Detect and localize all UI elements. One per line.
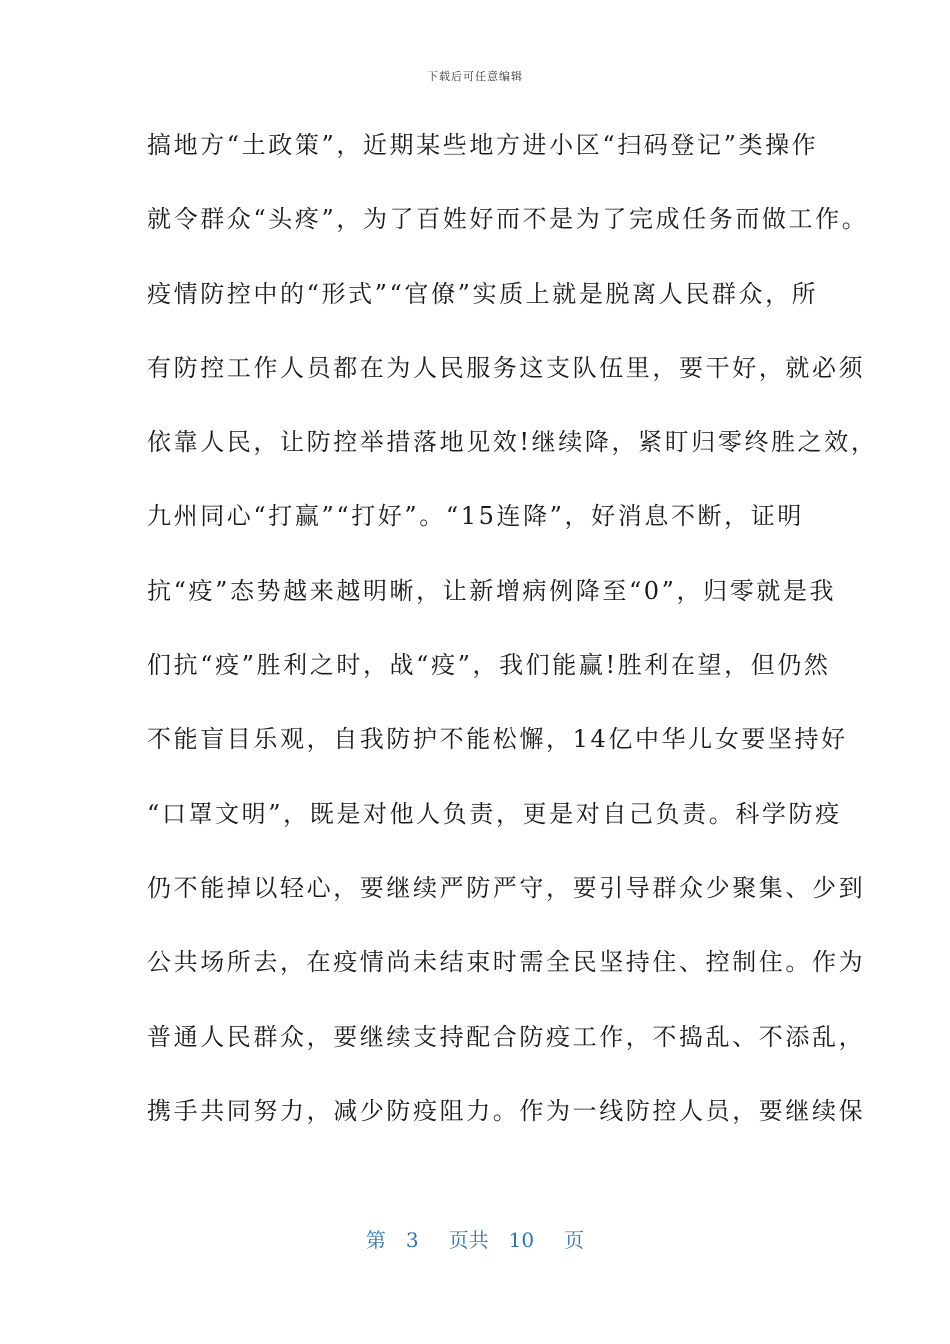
text-line: “口罩文明”，既是对他人负责，更是对自己负责。科学防疫 bbox=[147, 799, 842, 828]
text-line: 有防控工作人员都在为人民服务这支队伍里，要干好，就必须 bbox=[147, 353, 866, 382]
page-suffix: 页 bbox=[564, 1228, 585, 1252]
text-line: 仍不能掉以轻心，要继续严防严守，要引导群众少聚集、少到 bbox=[147, 873, 866, 902]
text-line: 依靠人民，让防控举措落地见效!继续降，紧盯归零终胜之效， bbox=[147, 428, 878, 457]
text-line: 们抗“疫”胜利之时，战“疫”，我们能赢!胜利在望，但仍然 bbox=[147, 651, 831, 680]
text-line: 九州同心“打赢”“打好”。“15连降”，好消息不断，证明 bbox=[147, 502, 804, 531]
current-page-number: 3 bbox=[405, 1228, 419, 1252]
page-footer bbox=[0, 1224, 950, 1253]
text-line: 抗“疫”态势越来越明晰，让新增病例降至“0”，归零就是我 bbox=[147, 576, 837, 605]
text-line: 不能盲目乐观，自我防护不能松懈，14亿中华儿女要坚持好 bbox=[147, 725, 848, 754]
page-prefix: 第 bbox=[365, 1228, 386, 1252]
text-line: 普通人民群众，要继续支持配合防疫工作，不捣乱、不添乱， bbox=[147, 1022, 866, 1051]
text-line: 疫情防控中的“形式”“官僚”实质上就是脱离人民群众，所 bbox=[147, 279, 819, 308]
text-line: 就令群众“头疼”，为了百姓好而不是为了完成任务而做工作。 bbox=[147, 205, 869, 234]
body-text bbox=[147, 118, 878, 1158]
total-pages-number: 10 bbox=[508, 1228, 535, 1252]
page-middle-label: 页共 bbox=[448, 1228, 489, 1252]
text-line: 携手共同努力，减少防疫阻力。作为一线防控人员，要继续保 bbox=[147, 1096, 866, 1125]
text-line: 公共场所去，在疫情尚未结束时需全民坚持住、控制住。作为 bbox=[147, 948, 866, 977]
header-note: 下载后可任意编辑 bbox=[427, 70, 523, 83]
text-line: 搞地方“土政策”，近期某些地方进小区“扫码登记”类操作 bbox=[147, 131, 819, 159]
